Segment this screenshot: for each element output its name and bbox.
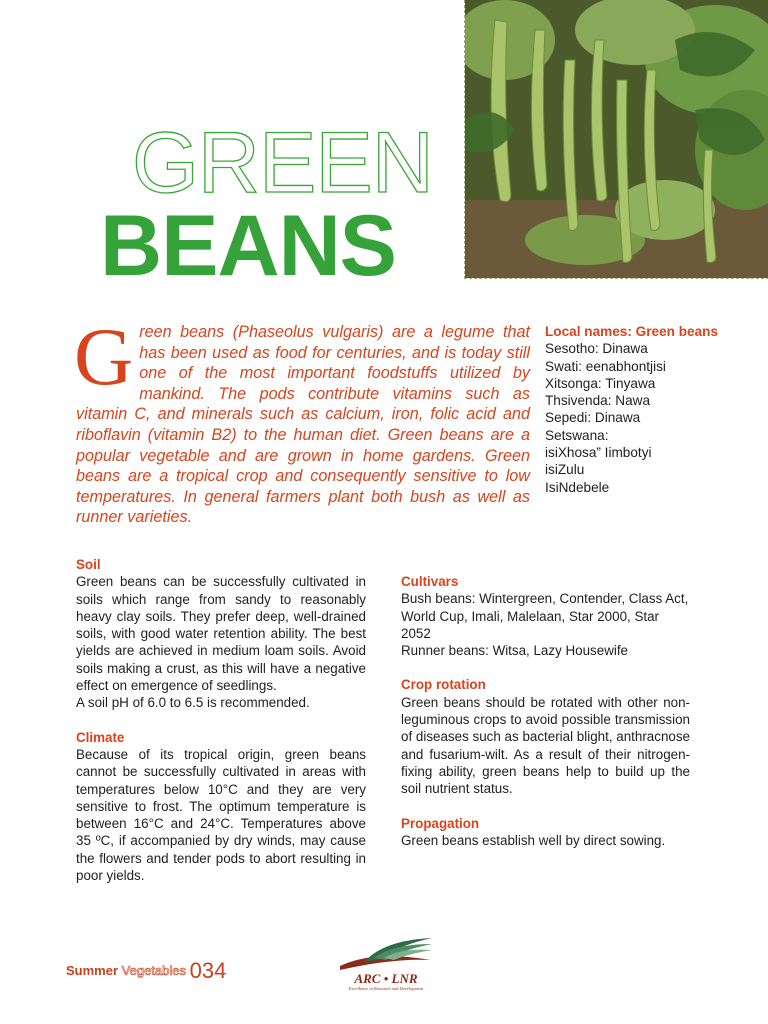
cultivars-bush-paragraph: Bush beans: Wintergreen, Contender, Class Act, World Cup, Imali, Malelaan, Star 2000, Star 2052 (401, 591, 689, 641)
local-name-item: Xitsonga: Tinyawa (545, 375, 656, 391)
crop-rotation-heading: Crop rotation (401, 677, 486, 693)
green-beans-photo (464, 0, 768, 279)
propagation-section (401, 815, 690, 850)
cultivars-heading: Cultivars (401, 574, 459, 589)
local-name-item: Setswana: (545, 427, 609, 443)
climate-section (76, 729, 366, 885)
local-name-item: isiXhosa” Iimbotyi (545, 445, 652, 461)
soil-heading: Soil (76, 557, 101, 572)
page-number: 034 (189, 958, 227, 983)
left-column (76, 556, 366, 884)
climate-paragraph: Because of its tropical origin, green beans cannot be successfully cultivated in areas with temperatures below 10°C and they are very sensitive to frost. The optimum temperature is between 16°C and 24°C. Temperatures above 35 ºC, if accompanied by dry winds, may cause the flowers and tender pods to abort resulting in poor yields. (76, 746, 366, 884)
local-names-box (545, 323, 755, 496)
title-line-beans: BEANS (100, 198, 397, 294)
local-name-item: IsiNdebele (545, 479, 610, 495)
local-name-item: Sesotho: Dinawa (545, 341, 648, 357)
intro-text: reen beans (Phaseolus vulgaris) are a legume that has been used as food for centuries, and is today still one of the most important foodstuffs utilized by mankind. The pods contribute vitamins such as vitamin C, and minerals such as calcium, iron, folic acid and riboflavin (vitamin B2) to the human diet. Green beans are a popular vegetable and are grown in home gardens. Green beans are a tropical crop and consequently sensitive to low temperatures. In general farmers plant both bush as well as runner varieties. (76, 323, 530, 527)
soil-section (76, 556, 366, 712)
climate-heading: Climate (76, 729, 125, 745)
local-names-heading: Local names: Green beans (545, 324, 719, 339)
crop-rotation-paragraph: Green beans should be rotated with other non-leguminous crops to avoid possible transmission of diseases such as bacterial blight, anthracnose and fusarium-wilt. As a result of their nitrogen-fixing ability, green beans help to build up the soil nutrient status. (401, 694, 690, 797)
intro-dropcap: G (74, 311, 134, 402)
local-name-item: isiZulu (545, 462, 585, 478)
footer-summer: Summer (66, 963, 119, 978)
cultivars-section (401, 573, 690, 659)
soil-ph-paragraph: A soil pH of 6.0 to 6.5 is recommended. (76, 695, 310, 711)
crop-rotation-section (401, 676, 690, 797)
local-name-item: Sepedi: Dinawa (545, 410, 641, 426)
soil-paragraph: Green beans can be successfully cultivated in soils which range from sandy to reasonably heavy clay soils. They prefer deep, well-drained soils, with good water retention ability. The best yields are achieved in medium loam soils. Avoid soils making a crust, as this will have a negative effect on emergence of seedlings. (76, 574, 366, 694)
propagation-heading: Propagation (401, 815, 480, 831)
arc-logo-icon (334, 936, 438, 972)
footer-vegetables: Vegetables (121, 963, 186, 978)
page-footer (66, 958, 226, 984)
logo-brand-text: ARC • LNR (354, 971, 418, 986)
logo-tagline: Excellence in Research and Development (348, 986, 424, 991)
propagation-paragraph: Green beans establish well by direct sowing. (401, 832, 666, 848)
intro-paragraph (74, 311, 530, 528)
arc-lnr-logo (334, 936, 438, 1008)
cultivars-runner-paragraph: Runner beans: Witsa, Lazy Housewife (401, 643, 629, 659)
local-name-item: Thsivenda: Nawa (545, 393, 651, 409)
local-name-item: Swati: eenabhontjisi (545, 358, 666, 374)
title-line-green: GREEN (132, 115, 433, 211)
right-column (401, 573, 690, 849)
